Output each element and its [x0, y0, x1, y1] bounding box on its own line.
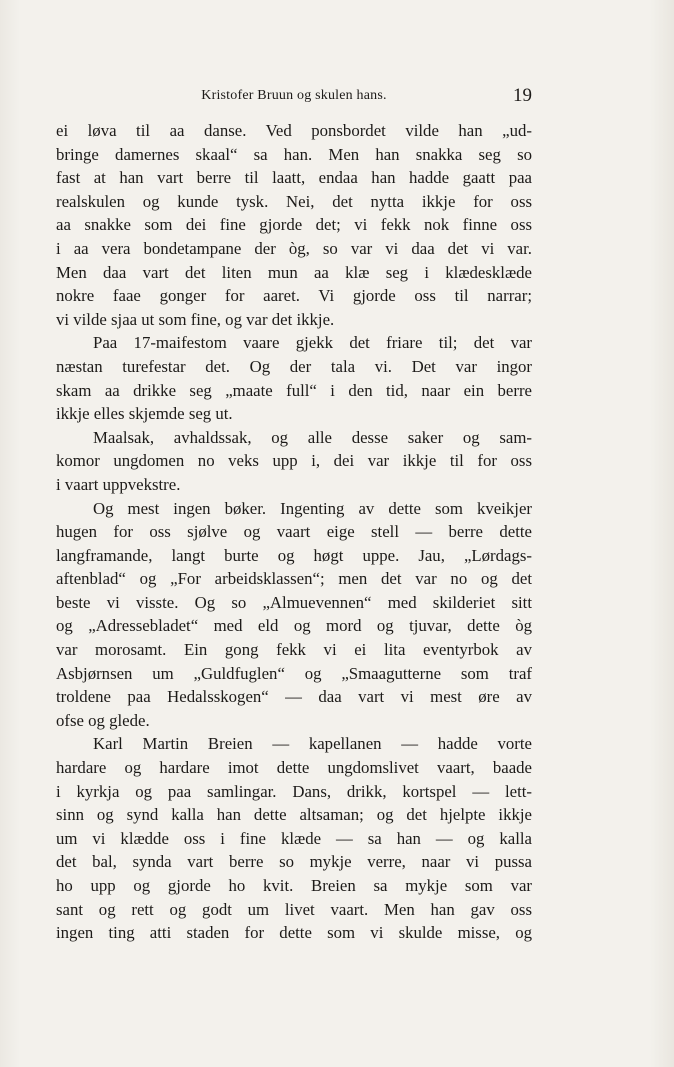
text-line: troldene paa Hedalsskogen“ — daa vart vi mest øre av — [56, 687, 532, 707]
text-line: realskulen og kunde tysk. Nei, det nytta ikkje for oss — [56, 191, 532, 211]
text-line: var morosamt. Ein gong fekk vi ei lita eventyrbok av — [56, 640, 532, 660]
text-line: sant og rett og godt um livet vaart. Men han gav oss — [56, 899, 532, 919]
text-line: sinn og synd kalla han dette altsaman; og det hjelpte ikkje — [56, 805, 532, 825]
text-line: Maalsak, avhaldssak, og alle desse saker og sam- — [93, 427, 532, 447]
text-line: fast at han vart berre til laatt, endaa han hadde gaatt paa — [56, 168, 532, 188]
text-line: Paa 17-maifestom vaare gjekk det friare til; det var — [93, 333, 532, 353]
text-line: beste vi visste. Og so „Almuevennen“ med skilderiet sitt — [56, 592, 532, 612]
text-line: komor ungdomen no veks upp i, dei var ikkje til for oss — [56, 451, 532, 471]
text-line: hardare og hardare imot dette ungdomslivet vaart, baade — [56, 758, 532, 778]
text-line: i vaart uppvekstre. — [56, 474, 181, 494]
text-line: um vi klædde oss i fine klæde — sa han — og kalla — [56, 828, 532, 848]
text-line: Og mest ingen bøker. Ingenting av dette som kveikjer — [93, 498, 532, 518]
text-line: hugen for oss sjølve og vaart eige stell — berre dette — [56, 522, 532, 542]
text-line: aa snakke som dei fine gjorde det; vi fekk nok finne oss — [56, 215, 532, 235]
text-line: ikkje elles skjemde seg ut. — [56, 404, 233, 424]
body-text — [56, 119, 532, 945]
text-line: vi vilde sjaa ut som fine, og var det ikkje. — [56, 309, 335, 329]
text-line: i aa vera bondetampane der òg, so var vi daa det vi var. — [56, 238, 532, 258]
running-header — [56, 85, 532, 108]
text-line: det bal, synda vart berre so mykje verre, naar vi pussa — [56, 852, 532, 872]
text-line: ei løva til aa danse. Ved ponsbordet vilde han „ud- — [56, 121, 532, 140]
page-number: 19 — [513, 85, 532, 106]
text-line: ingen ting atti staden for dette som vi skulde misse, og — [56, 923, 532, 943]
text-line: næstan turefestar det. Og der tala vi. Det var ingor — [56, 356, 532, 376]
text-line: langframande, langt burte og høgt uppe. Jau, „Lørdags- — [56, 545, 532, 565]
text-line: Karl Martin Breien — kapellanen — hadde vorte — [93, 734, 532, 754]
text-line: Men daa vart det liten mun aa klæ seg i klædesklæde — [56, 262, 532, 282]
text-line: i kyrkja og paa samlingar. Dans, drikk, kortspel — lett- — [56, 781, 532, 801]
text-line: ofse og glede. — [56, 710, 150, 730]
text-line: skam aa drikke seg „maate full“ i den tid, naar ein berre — [56, 380, 532, 400]
running-title: Kristofer Bruun og skulen hans. — [201, 88, 387, 103]
text-line: nokre faae gonger for aaret. Vi gjorde oss til narrar; — [56, 286, 532, 306]
text-line: Asbjørnsen um „Guldfuglen“ og „Smaagutterne som traf — [56, 663, 532, 683]
text-line: bringe damernes skaal“ sa han. Men han snakka seg so — [56, 144, 532, 164]
text-line: ho upp og gjorde ho kvit. Breien sa mykje som var — [56, 876, 532, 895]
text-line: aftenblad“ og „For arbeidsklassen“; men det var no og det — [56, 569, 532, 589]
text-line: og „Adressebladet“ med eld og mord og tjuvar, dette òg — [56, 616, 532, 636]
